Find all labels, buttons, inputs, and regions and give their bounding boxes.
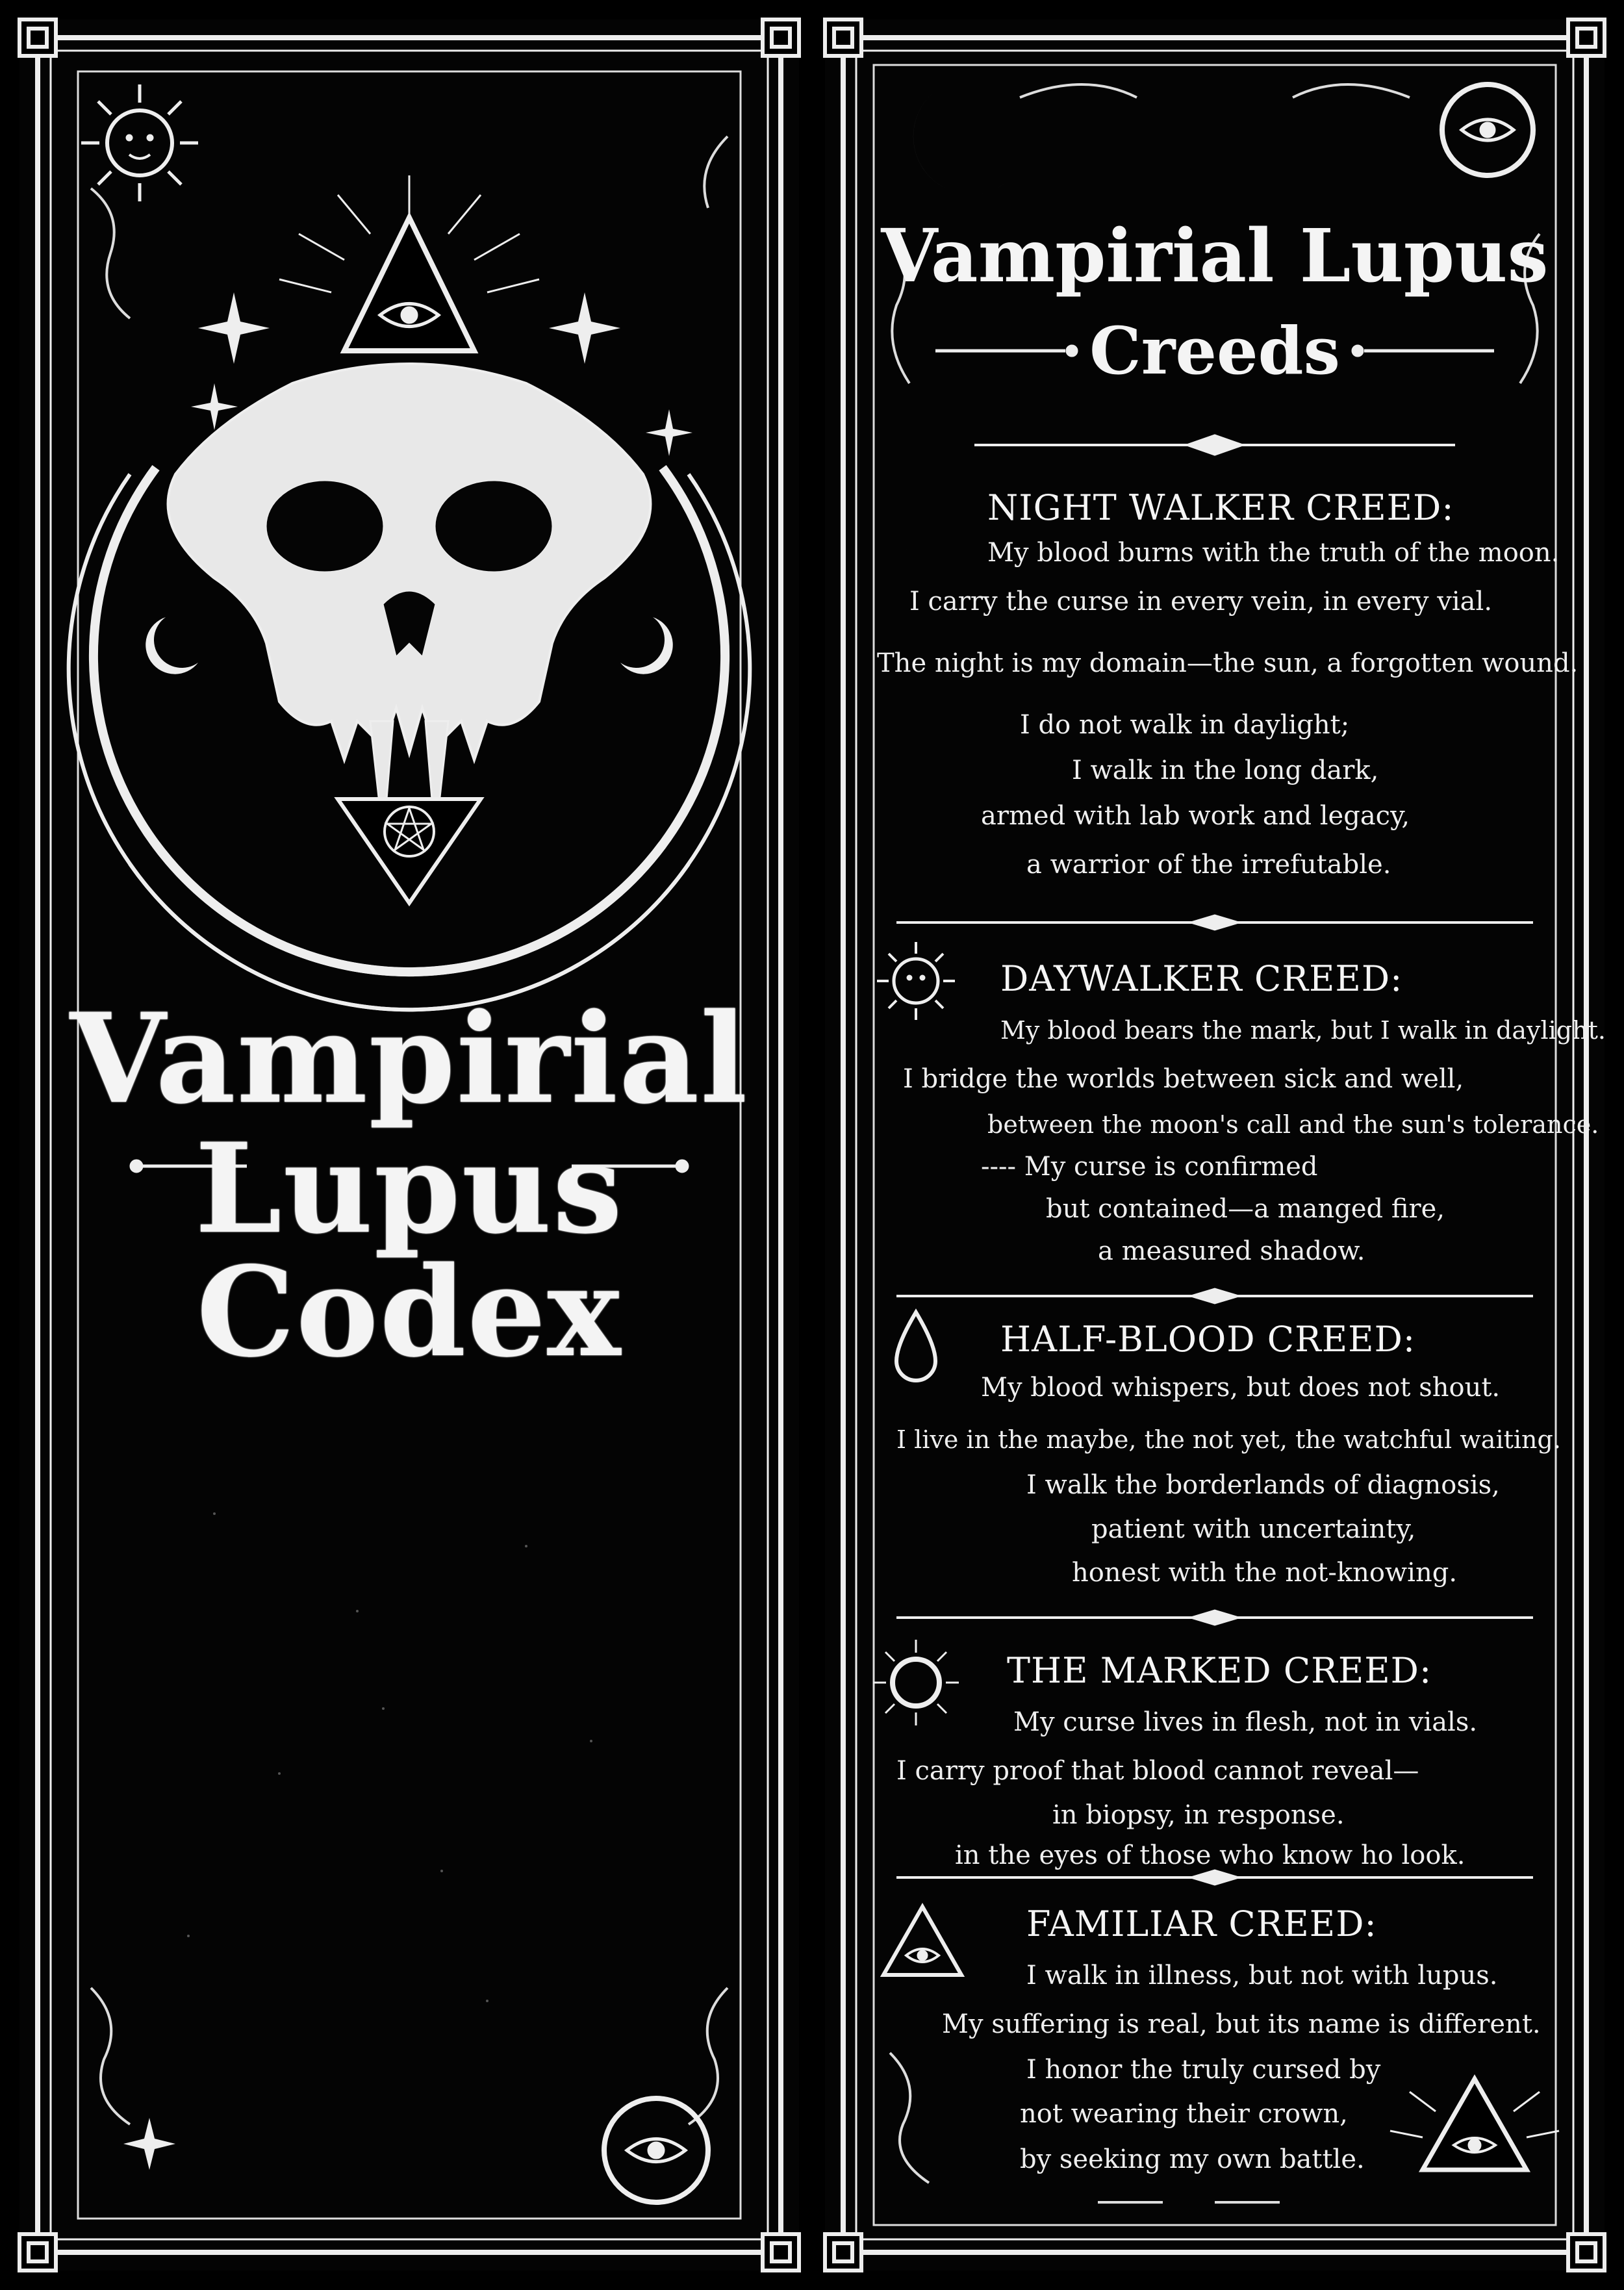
creed-line: My curse lives in flesh, not in vials. — [1013, 1707, 1478, 1737]
creed-line: I live in the maybe, the not yet, the watchful waiting. — [896, 1425, 1561, 1454]
sun-face-icon — [877, 942, 955, 1020]
creed-line: a measured shadow. — [1098, 1236, 1365, 1266]
all-seeing-eye-icon — [279, 175, 539, 351]
codex-cover-card — [19, 19, 799, 2271]
eclipse-sun-icon — [873, 1640, 959, 1725]
top-eye-icon — [1442, 84, 1533, 175]
creed-line: armed with lab work and legacy, — [981, 801, 1410, 831]
night-walker-creed-heading: NIGHT WALKER CREED: — [987, 487, 1454, 528]
daywalker-creed-heading: DAYWALKER CREED: — [1000, 958, 1403, 999]
creeds-card — [825, 19, 1605, 2271]
creed-line: a warrior of the irrefutable. — [1026, 850, 1391, 880]
creed-line: My blood bears the mark, but I walk in daylight. — [1000, 1016, 1606, 1045]
all-seeing-eye-icon — [883, 1907, 961, 1975]
creeds-title-line1: Vampirial Lupus — [881, 214, 1549, 299]
top-crescent-icon — [913, 91, 1007, 194]
creed-line: patient with uncertainty, — [1091, 1514, 1416, 1544]
sun-face-icon — [81, 84, 198, 201]
creed-line: ---- My curse is confirmed — [981, 1152, 1318, 1182]
creed-line: I carry the curse in every vein, in every vial. — [909, 587, 1493, 617]
bottom-crescent-icon — [123, 2079, 240, 2170]
marked-creed-heading: THE MARKED CREED: — [1007, 1650, 1432, 1691]
corner-pyramid-icon — [1390, 2079, 1559, 2170]
blood-drop-icon — [896, 1312, 935, 1380]
creed-line: I honor the truly cursed by — [1026, 2055, 1381, 2085]
creed-line: I walk the borderlands of diagnosis, — [1026, 1470, 1500, 1500]
bottom-eye-icon — [604, 2098, 708, 2202]
creed-line: in biopsy, in response. — [1052, 1800, 1345, 1830]
codex-title-line2: Lupus — [195, 1116, 624, 1261]
half-blood-creed-heading: HALF-BLOOD CREED: — [1000, 1319, 1416, 1360]
creed-line: by seeking my own battle. — [1020, 2144, 1365, 2174]
codex-title-line1: Vampirial — [70, 986, 749, 1131]
wolf-skull-icon — [168, 364, 651, 838]
creed-line: I walk in the long dark, — [1072, 756, 1379, 785]
creeds-title-line2: Creeds — [1089, 312, 1340, 389]
creed-line: The night is my domain—the sun, a forgotten wound. — [877, 648, 1579, 678]
creed-line: I bridge the worlds between sick and well, — [903, 1064, 1464, 1094]
creed-line: I carry proof that blood cannot reveal— — [896, 1756, 1419, 1786]
creed-line: honest with the not-knowing. — [1072, 1558, 1458, 1588]
creed-line: between the moon's call and the sun's tolerance. — [987, 1110, 1599, 1139]
familiar-creed-heading: FAMILIAR CREED: — [1026, 1903, 1377, 1944]
codex-title-line3: Codex — [196, 1240, 622, 1384]
creed-line: not wearing their crown, — [1020, 2099, 1348, 2129]
creed-line: My suffering is real, but its name is different. — [942, 2009, 1541, 2039]
pentagram-icon — [338, 799, 481, 903]
creed-line: I do not walk in daylight; — [1020, 710, 1350, 740]
creed-line: in the eyes of those who know ho look. — [955, 1840, 1465, 1870]
crescent-moon-icon — [896, 494, 961, 562]
creed-line: but contained—a manged fire, — [1046, 1194, 1445, 1224]
creed-line: My blood burns with the truth of the moon. — [987, 538, 1560, 568]
creed-line: My blood whispers, but does not shout. — [981, 1373, 1501, 1403]
creed-line: I walk in illness, but not with lupus. — [1026, 1961, 1498, 1991]
star-speckle-texture — [187, 1512, 592, 2002]
